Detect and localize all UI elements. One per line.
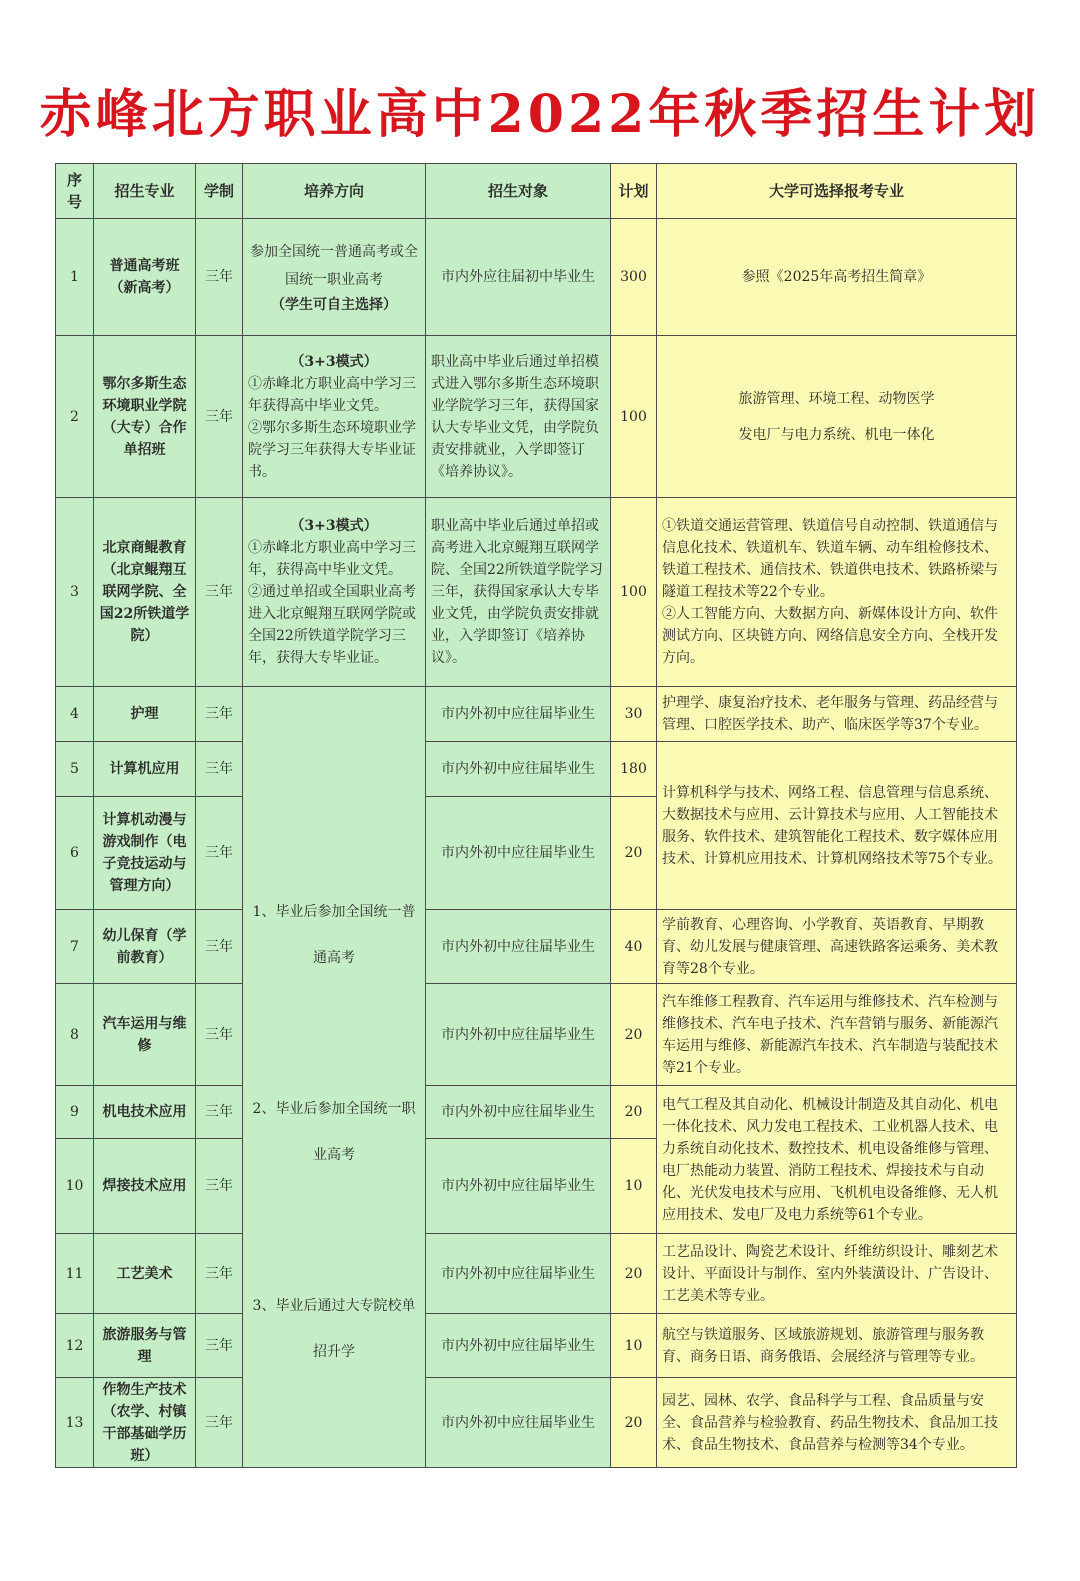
row-plan: 10 [611,1314,657,1378]
row-college: 计算机科学与技术、网络工程、信息管理与信息系统、大数据技术与应用、云计算技术与应用、人工智能技术服务、软件技术、建筑智能化工程技术、数字媒体应用技术、计算机应用技术、计算机网络技术等75个专业。 [657,742,1017,910]
header-direction: 培养方向 [243,164,426,219]
row-target: 市内外初中应往届毕业生 [426,742,611,797]
row-direction [243,336,426,498]
row-num: 7 [56,910,94,984]
enrollment-table [55,163,1017,1468]
shared-direction [243,687,426,1468]
row-major: 机电技术应用 [94,1086,196,1139]
row-major: 普通高考班（新高考） [94,219,196,336]
row-major: 鄂尔多斯生态环境职业学院（大专）合作单招班 [94,336,196,498]
row-years: 三年 [196,1139,243,1234]
row-direction [243,219,426,336]
header-major: 招生专业 [94,164,196,219]
row-num: 11 [56,1234,94,1314]
row-num: 2 [56,336,94,498]
row-target: 市内外初中应往届毕业生 [426,984,611,1086]
row-plan: 40 [611,910,657,984]
header-row [56,164,1017,219]
row-years: 三年 [196,219,243,336]
row-target: 市内外初中应往届毕业生 [426,910,611,984]
row-major: 作物生产技术（农学、村镇干部基础学历班） [94,1378,196,1468]
table-row [56,1234,1017,1314]
row-college: 汽车维修工程教育、汽车运用与维修技术、汽车检测与维修技术、汽车电子技术、汽车营销与服务、新能源汽车运用与维修、新能源汽车技术、汽车制造与装配技术等21个专业。 [657,984,1017,1086]
row-num: 10 [56,1139,94,1234]
row-major: 汽车运用与维修 [94,984,196,1086]
row-college: 工艺品设计、陶瓷艺术设计、纤维纺织设计、雕刻艺术设计、平面设计与制作、室内外装潢设计、广告设计、工艺美术等专业。 [657,1234,1017,1314]
college-line-2: 发电厂与电力系统、机电一体化 [738,426,935,443]
shared-direction-1: 1、毕业后参加全国统一普通高考 [252,904,416,966]
row-major: 旅游服务与管理 [94,1314,196,1378]
row-years: 三年 [196,1378,243,1468]
direction-step-2: ②通过单招或全国职业高考进入北京鲲翔互联网学院或全国22所铁道学院学习三年，获得大专毕业证。 [248,584,416,666]
row-plan: 20 [611,797,657,910]
row-major: 护理 [94,687,196,742]
college-line-2: ②人工智能方向、大数据方向、新媒体设计方向、软件测试方向、区块链方向、网络信息安全方向、全栈开发方向。 [662,606,998,666]
row-num: 6 [56,797,94,910]
row-target: 市内外初中应往届毕业生 [426,1139,611,1234]
direction-head: （3+3模式） [290,353,378,370]
row-major: 北京商鲲教育（北京鲲翔互联网学院、全国22所铁道学院） [94,498,196,687]
row-num: 4 [56,687,94,742]
college-line-1: 旅游管理、环境工程、动物医学 [738,390,935,407]
row-plan: 20 [611,1378,657,1468]
table-row [56,1314,1017,1378]
row-years: 三年 [196,1086,243,1139]
row-years: 三年 [196,1234,243,1314]
table-row [56,742,1017,797]
row-years: 三年 [196,910,243,984]
row-plan: 100 [611,498,657,687]
row-college: 学前教育、心理咨询、小学教育、英语教育、早期教育、幼儿发展与健康管理、高速铁路客运乘务、美术教育等28个专业。 [657,910,1017,984]
table-row [56,687,1017,742]
table-row [56,984,1017,1086]
row-plan: 20 [611,1086,657,1139]
row-target: 市内外初中应往届毕业生 [426,1314,611,1378]
direction-step-1: ①赤峰北方职业高中学习三年获得高中毕业文凭。 [248,375,416,414]
row-plan: 20 [611,984,657,1086]
row-num: 1 [56,219,94,336]
row-target: 市内外初中应往届毕业生 [426,1086,611,1139]
direction-head: （3+3模式） [290,518,378,534]
row-target: 职业高中毕业后通过单招或高考进入北京鲲翔互联网学院、全国22所铁道学院学习三年，获得国家承认大专毕业文凭，由学院负责安排就业，入学即签订《培养协议》。 [426,498,611,687]
row-years: 三年 [196,984,243,1086]
row-plan: 300 [611,219,657,336]
row-college: 园艺、园林、农学、食品科学与工程、食品质量与安全、食品营养与检验教育、药品生物技术、食品加工技术、食品生物技术、食品营养与检测等34个专业。 [657,1378,1017,1468]
direction-step-2: ②鄂尔多斯生态环境职业学院学习三年获得大专毕业证书。 [248,419,416,480]
row-plan: 10 [611,1139,657,1234]
table-row [56,1378,1017,1468]
page-title: 赤峰北方职业高中2022年秋季招生计划 [39,84,1041,145]
row-major: 计算机动漫与游戏制作（电子竞技运动与管理方向） [94,797,196,910]
direction-step-1: ①赤峰北方职业高中学习三年，获得高中毕业文凭。 [248,540,416,578]
row-num: 3 [56,498,94,687]
header-college: 大学可选择报考专业 [657,164,1017,219]
college-line-1: ①铁道交通运营管理、铁道信号自动控制、铁道通信与信息化技术、铁道机车、铁道车辆、动车组检修技术、铁道工程技术、通信技术、铁道供电技术、铁路桥梁与隧道工程技术等22个专业。 [662,518,998,600]
row-direction [243,498,426,687]
row-years: 三年 [196,498,243,687]
row-target: 市内外初中应往届毕业生 [426,1378,611,1468]
table-row [56,219,1017,336]
row-target: 市内外初中应往届毕业生 [426,797,611,910]
row-target: 市内外应往届初中毕业生 [426,219,611,336]
row-target: 职业高中毕业后通过单招模式进入鄂尔多斯生态环境职业学院学习三年，获得国家认大专毕业文凭，由学院负责安排就业，入学即签订《培养协议》。 [426,336,611,498]
shared-direction-2: 2、毕业后参加全国统一职业高考 [252,1101,416,1163]
row-num: 12 [56,1314,94,1378]
row-plan: 30 [611,687,657,742]
header-plan: 计划 [611,164,657,219]
table-row [56,910,1017,984]
row-years: 三年 [196,1314,243,1378]
table-row [56,1086,1017,1139]
row-num: 5 [56,742,94,797]
direction-note: （学生可自主选择） [271,297,397,313]
direction-text: 参加全国统一普通高考或全国统一职业高考 [250,244,418,288]
row-major: 幼儿保育（学前教育） [94,910,196,984]
row-plan: 180 [611,742,657,797]
row-num: 9 [56,1086,94,1139]
row-target: 市内外初中应往届毕业生 [426,1234,611,1314]
row-years: 三年 [196,336,243,498]
table-row [56,336,1017,498]
row-college: 航空与铁道服务、区域旅游规划、旅游管理与服务教育、商务日语、商务俄语、会展经济与管理等专业。 [657,1314,1017,1378]
row-college: 电气工程及其自动化、机械设计制造及其自动化、机电一体化技术、风力发电工程技术、工业机器人技术、电力系统自动化技术、数控技术、机电设备维修与管理、电厂热能动力装置、消防工程技术、焊接技术与自动化、光伏发电技术与应用、飞机机电设备维修、无人机应用技术、发电厂及电力系统等61个专业。 [657,1086,1017,1234]
row-num: 8 [56,984,94,1086]
header-years: 学制 [196,164,243,219]
row-college: 护理学、康复治疗技术、老年服务与管理、药品经营与管理、口腔医学技术、助产、临床医学等37个专业。 [657,687,1017,742]
row-college: 参照《2025年高考招生简章》 [657,219,1017,336]
header-target: 招生对象 [426,164,611,219]
row-years: 三年 [196,687,243,742]
row-plan: 100 [611,336,657,498]
row-years: 三年 [196,742,243,797]
row-major: 工艺美术 [94,1234,196,1314]
row-major: 焊接技术应用 [94,1139,196,1234]
table-row [56,498,1017,687]
row-major: 计算机应用 [94,742,196,797]
row-years: 三年 [196,797,243,910]
shared-direction-3: 3、毕业后通过大专院校单招升学 [252,1298,416,1360]
header-num: 序号 [56,164,94,219]
row-plan: 20 [611,1234,657,1314]
row-target: 市内外初中应往届毕业生 [426,687,611,742]
row-num: 13 [56,1378,94,1468]
row-college [657,498,1017,687]
row-college [657,336,1017,498]
